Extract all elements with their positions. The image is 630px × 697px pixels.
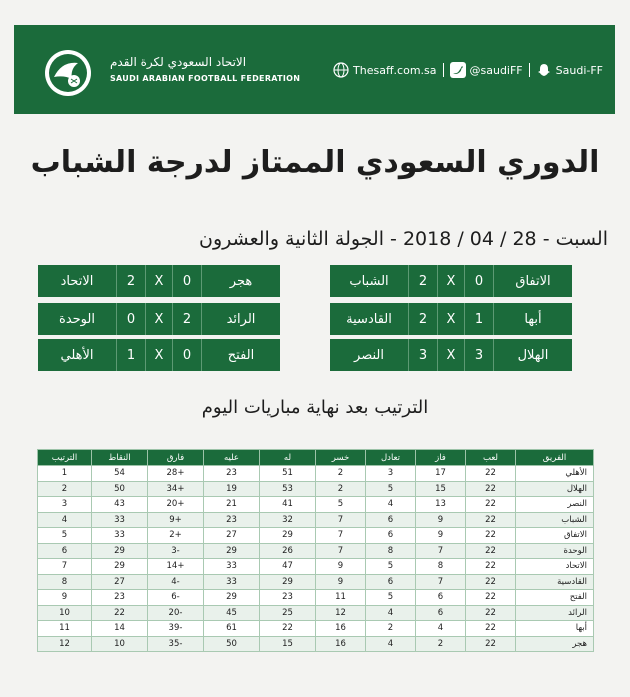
column-header: الترتيب [38,450,92,466]
home-team: الاتفاق [493,265,572,297]
round-date-subtitle: السبت - 28 / 04 / 2018 - الجولة الثانية والعشرون [199,228,608,250]
column-header: النقاط [92,450,148,466]
stat-cell: 7 [316,528,366,544]
stat-cell: 51 [260,466,316,482]
stat-cell: 2 [366,621,416,637]
team-name-cell: هجر [516,636,594,652]
home-team: أبها [493,303,572,335]
stat-cell: 29 [204,543,260,559]
stat-cell: 43 [92,497,148,513]
divider [529,63,530,77]
stat-cell: 8 [366,543,416,559]
standings-table [37,449,594,652]
stat-cell: 6 [366,574,416,590]
stat-cell: 4 [38,512,92,528]
stat-cell: 41 [260,497,316,513]
match-card [330,303,572,335]
stat-cell: 23 [204,466,260,482]
stat-cell: 33 [92,528,148,544]
stat-cell: 15 [416,481,466,497]
stat-cell: 5 [316,497,366,513]
versus-mark: X [145,265,172,297]
column-header: خسر [316,450,366,466]
versus-mark: X [437,265,464,297]
stat-cell: 23 [204,512,260,528]
home-team: الهلال [493,339,572,371]
stat-cell: -6 [148,590,204,606]
match-card [38,339,280,371]
stat-cell: -35 [148,636,204,652]
stat-cell: +14 [148,559,204,575]
stat-cell: 33 [204,574,260,590]
stat-cell: 32 [260,512,316,528]
snapchat-handle: Saudi-FF [555,63,603,77]
stat-cell: 4 [366,497,416,513]
table-row [38,574,594,590]
home-score: 0 [172,265,201,297]
table-row [38,605,594,621]
snapchat-link[interactable] [536,62,603,78]
stat-cell: 8 [416,559,466,575]
stat-cell: 22 [466,636,516,652]
stat-cell: 11 [316,590,366,606]
stat-cell: 5 [366,590,416,606]
stat-cell: 3 [38,497,92,513]
header-banner [14,25,615,114]
home-team: هجر [201,265,280,297]
away-team: النصر [354,347,384,363]
table-header-row [38,450,594,466]
stat-cell: 54 [92,466,148,482]
stat-cell: 10 [38,605,92,621]
stat-cell: 6 [38,543,92,559]
team-name-cell: الشباب [516,512,594,528]
social-links [333,62,603,78]
match-card [38,265,280,297]
website-text: Thesaff.com.sa [353,63,437,77]
stat-cell: 27 [92,574,148,590]
stat-cell: 53 [260,481,316,497]
team-name-cell: الاتحاد [516,559,594,575]
match-card [330,265,572,297]
stat-cell: 29 [92,543,148,559]
stat-cell: 29 [260,528,316,544]
stat-cell: 25 [260,605,316,621]
stat-cell: 16 [316,621,366,637]
stat-cell: 5 [366,559,416,575]
stat-cell: 11 [38,621,92,637]
stat-cell: 2 [38,481,92,497]
away-team: الأهلي [60,347,94,363]
stat-cell: 8 [38,574,92,590]
stat-cell: 45 [204,605,260,621]
team-name-cell: الاتفاق [516,528,594,544]
away-score: 2 [116,265,145,297]
table-row [38,512,594,528]
twitter-icon [450,62,466,78]
stat-cell: 26 [260,543,316,559]
stat-cell: 22 [466,559,516,575]
stat-cell: 22 [466,466,516,482]
stat-cell: 7 [416,574,466,590]
stat-cell: -4 [148,574,204,590]
stat-cell: 4 [366,636,416,652]
home-score: 0 [172,339,201,371]
divider [443,63,444,77]
federation-name-arabic: الاتحاد السعودي لكرة القدم [110,55,247,69]
stat-cell: 5 [366,481,416,497]
stat-cell: 50 [92,481,148,497]
stat-cell: 9 [316,559,366,575]
table-row [38,590,594,606]
match-card [330,339,572,371]
stat-cell: 29 [204,590,260,606]
stat-cell: 22 [466,543,516,559]
stat-cell: 22 [466,621,516,637]
stat-cell: 2 [316,481,366,497]
stat-cell: 33 [92,512,148,528]
stat-cell: 7 [316,543,366,559]
column-header: لعب [466,450,516,466]
stat-cell: 7 [316,512,366,528]
stat-cell: 22 [92,605,148,621]
away-team: القادسية [346,311,392,327]
stat-cell: 27 [204,528,260,544]
stat-cell: 5 [38,528,92,544]
standings-title: الترتيب بعد نهاية مباريات اليوم [201,397,429,418]
away-team: الوحدة [59,311,95,327]
column-header: له [260,450,316,466]
stat-cell: 29 [260,574,316,590]
away-team: الاتحاد [60,273,94,289]
twitter-link[interactable] [450,62,523,78]
stat-cell: 19 [204,481,260,497]
stat-cell: -39 [148,621,204,637]
stat-cell: 50 [204,636,260,652]
home-team: الفتح [201,339,280,371]
column-header: عليه [204,450,260,466]
stat-cell: 10 [92,636,148,652]
stat-cell: 9 [38,590,92,606]
table-row [38,528,594,544]
stat-cell: 12 [38,636,92,652]
stat-cell: +20 [148,497,204,513]
snapchat-icon [536,62,552,78]
stat-cell: 9 [416,528,466,544]
website-link[interactable] [333,62,436,78]
stat-cell: 6 [366,512,416,528]
stat-cell: 9 [416,512,466,528]
home-score: 3 [464,339,493,371]
team-name-cell: الوحدة [516,543,594,559]
versus-mark: X [145,303,172,335]
team-name-cell: الرائد [516,605,594,621]
page-title: الدوري السعودي الممتاز لدرجة الشباب [30,145,600,180]
table-row [38,466,594,482]
federation-name-english: SAUDI ARABIAN FOOTBALL FEDERATION [110,74,301,83]
stat-cell: 7 [38,559,92,575]
away-score: 1 [116,339,145,371]
stat-cell: 13 [416,497,466,513]
table-row [38,481,594,497]
stat-cell: 2 [416,636,466,652]
stat-cell: 1 [38,466,92,482]
stat-cell: 3 [366,466,416,482]
away-team: الشباب [349,273,389,289]
stat-cell: 16 [316,636,366,652]
column-header: تعادل [366,450,416,466]
team-name-cell: الأهلي [516,466,594,482]
stat-cell: -20 [148,605,204,621]
away-score: 3 [408,339,437,371]
column-header: فاز [416,450,466,466]
away-score: 0 [116,303,145,335]
stat-cell: 22 [466,528,516,544]
stat-cell: 2 [316,466,366,482]
table-row [38,636,594,652]
stat-cell: 22 [466,481,516,497]
column-header: فارق [148,450,204,466]
table-row [38,497,594,513]
stat-cell: 4 [366,605,416,621]
stat-cell: 22 [466,497,516,513]
stat-cell: 61 [204,621,260,637]
stat-cell: 15 [260,636,316,652]
standings-body [38,466,594,652]
stat-cell: 7 [416,543,466,559]
team-name-cell: النصر [516,497,594,513]
stat-cell: 23 [260,590,316,606]
stat-cell: 23 [92,590,148,606]
stat-cell: 47 [260,559,316,575]
twitter-handle: @saudiFF [469,63,523,77]
home-score: 2 [172,303,201,335]
stat-cell: 6 [366,528,416,544]
table-row [38,621,594,637]
versus-mark: X [437,303,464,335]
stat-cell: 22 [466,605,516,621]
home-team: الرائد [201,303,280,335]
away-score: 2 [408,303,437,335]
table-row [38,559,594,575]
stat-cell: 22 [466,590,516,606]
table-row [38,543,594,559]
home-score: 1 [464,303,493,335]
away-score: 2 [408,265,437,297]
stat-cell: 22 [466,512,516,528]
stat-cell: 17 [416,466,466,482]
globe-icon [333,62,349,78]
team-name-cell: الفتح [516,590,594,606]
team-name-cell: الهلال [516,481,594,497]
stat-cell: +34 [148,481,204,497]
stat-cell: 9 [316,574,366,590]
stat-cell: 21 [204,497,260,513]
stat-cell: 12 [316,605,366,621]
team-name-cell: القادسية [516,574,594,590]
stat-cell: 29 [92,559,148,575]
stat-cell: -3 [148,543,204,559]
stat-cell: 14 [92,621,148,637]
stat-cell: 22 [466,574,516,590]
stat-cell: 6 [416,605,466,621]
team-name-cell: أبها [516,621,594,637]
versus-mark: X [145,339,172,371]
federation-logo [44,49,92,97]
versus-mark: X [437,339,464,371]
stat-cell: +9 [148,512,204,528]
stat-cell: 22 [260,621,316,637]
stat-cell: 4 [416,621,466,637]
stat-cell: 6 [416,590,466,606]
home-score: 0 [464,265,493,297]
stat-cell: +28 [148,466,204,482]
column-header: الفريق [516,450,594,466]
stat-cell: +2 [148,528,204,544]
stat-cell: 33 [204,559,260,575]
match-card [38,303,280,335]
